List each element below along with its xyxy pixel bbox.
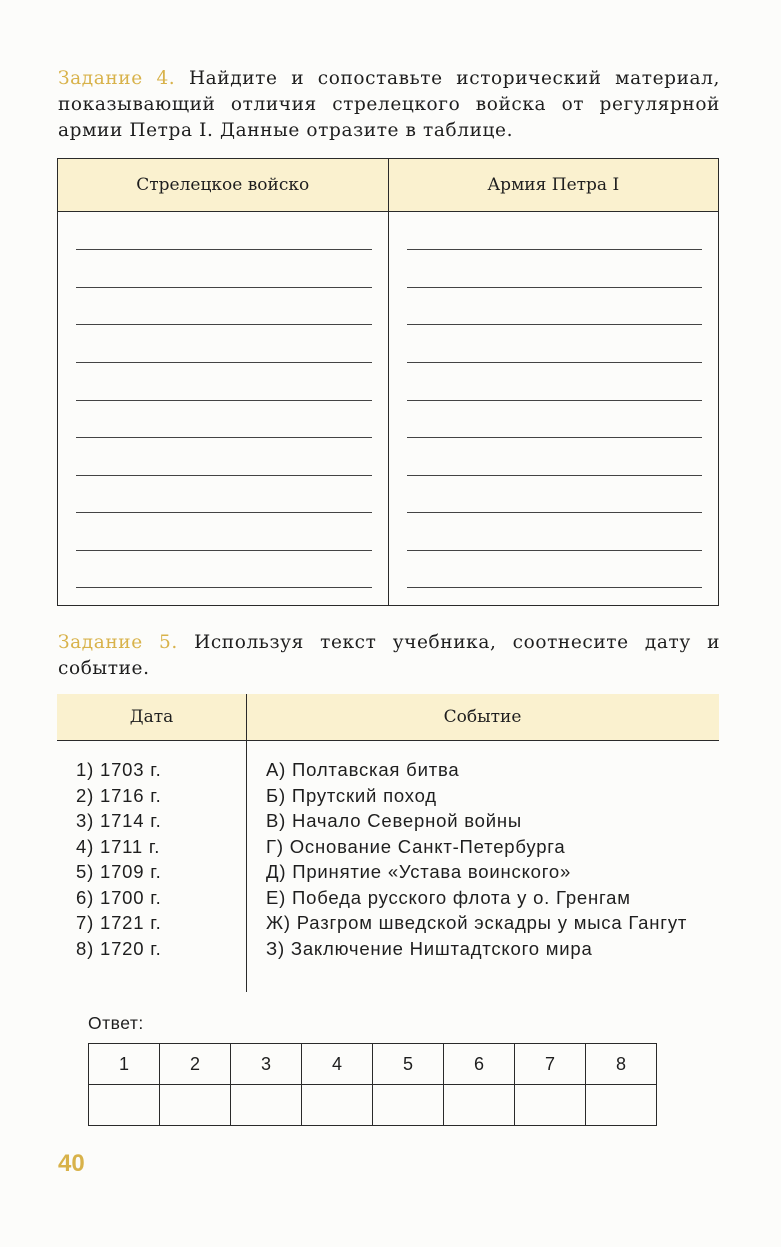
answer-cell[interactable] <box>586 1085 657 1126</box>
answer-cell[interactable] <box>302 1085 373 1126</box>
writing-line[interactable] <box>407 287 703 288</box>
answer-number-row <box>89 1044 657 1085</box>
writing-line[interactable] <box>407 324 703 325</box>
date-item: 7) 1721 г. <box>76 912 162 933</box>
event-item: Г) Основание Санкт-Петербурга <box>266 835 566 857</box>
writing-line[interactable] <box>76 550 372 551</box>
header-date: Дата <box>129 707 174 727</box>
answer-number: 2 <box>160 1044 231 1085</box>
task-5-label: Задание 5. <box>58 632 178 653</box>
event-item: А) Полтавская битва <box>266 759 460 780</box>
writing-line[interactable] <box>407 437 703 438</box>
writing-line[interactable] <box>76 512 372 513</box>
writing-line[interactable] <box>76 249 372 250</box>
answer-number: 5 <box>373 1044 444 1085</box>
writing-line[interactable] <box>407 512 703 513</box>
header-peter-army: Армия Петра I <box>487 175 620 195</box>
answer-input-row <box>89 1085 657 1126</box>
answer-cell[interactable] <box>160 1085 231 1126</box>
answer-number: 7 <box>515 1044 586 1085</box>
answer-number: 4 <box>302 1044 373 1085</box>
writing-line[interactable] <box>407 587 703 588</box>
answer-cell[interactable] <box>373 1085 444 1126</box>
writing-line[interactable] <box>407 362 703 363</box>
task-5-text <box>58 630 720 682</box>
page-number: 40 <box>58 1150 85 1177</box>
peter-army-answer-column[interactable] <box>389 212 719 606</box>
date-list <box>76 757 162 961</box>
date-item: 5) 1709 г. <box>76 861 162 882</box>
answer-number: 1 <box>89 1044 160 1085</box>
header-event: Событие <box>443 707 522 727</box>
comparison-table <box>57 158 719 606</box>
event-list <box>266 757 706 961</box>
writing-line[interactable] <box>407 400 703 401</box>
writing-line[interactable] <box>76 437 372 438</box>
writing-line[interactable] <box>407 249 703 250</box>
comparison-table-header <box>58 159 718 212</box>
matching-table-divider <box>246 694 247 992</box>
task-4-label: Задание 4. <box>58 68 176 89</box>
date-item: 6) 1700 г. <box>76 886 162 908</box>
writing-line[interactable] <box>76 587 372 588</box>
answer-cell[interactable] <box>231 1085 302 1126</box>
writing-line[interactable] <box>76 287 372 288</box>
task-5-body: Используя текст учебника, соотнесите дату и событие. <box>58 632 720 679</box>
answer-label: Ответ: <box>88 1013 144 1033</box>
event-item: З) Заключение Ништадтского мира <box>266 937 593 959</box>
task-4-text <box>58 66 720 144</box>
answer-cell[interactable] <box>444 1085 515 1126</box>
event-item: В) Начало Северной войны <box>266 810 523 831</box>
writing-line[interactable] <box>76 400 372 401</box>
event-item: Д) Принятие «Устава воинского» <box>266 861 572 882</box>
date-item: 1) 1703 г. <box>76 759 162 780</box>
date-item: 3) 1714 г. <box>76 810 162 831</box>
writing-line[interactable] <box>407 550 703 551</box>
answer-grid <box>88 1043 657 1126</box>
answer-number: 8 <box>586 1044 657 1085</box>
header-streltsy: Стрелецкое войско <box>58 159 389 211</box>
task-4-body: Найдите и сопоставьте исторический материал, показывающий отличия стрелецкого войска от регулярной армии Петра I. Данные отразите в таблице. <box>58 68 720 141</box>
event-item: Б) Прутский поход <box>266 784 437 806</box>
answer-number: 6 <box>444 1044 515 1085</box>
writing-line[interactable] <box>76 362 372 363</box>
event-item: Е) Победа русского флота у о. Гренгам <box>266 886 631 908</box>
answer-cell[interactable] <box>515 1085 586 1126</box>
date-item: 4) 1711 г. <box>76 835 161 857</box>
writing-line[interactable] <box>76 324 372 325</box>
streltsy-answer-column[interactable] <box>58 212 389 606</box>
answer-number: 3 <box>231 1044 302 1085</box>
date-item: 2) 1716 г. <box>76 784 162 806</box>
writing-line[interactable] <box>407 475 703 476</box>
date-item: 8) 1720 г. <box>76 937 162 959</box>
matching-table-header <box>57 694 719 741</box>
answer-cell[interactable] <box>89 1085 160 1126</box>
writing-line[interactable] <box>76 475 372 476</box>
event-item: Ж) Разгром шведской эскадры у мыса Гангут <box>266 912 688 933</box>
